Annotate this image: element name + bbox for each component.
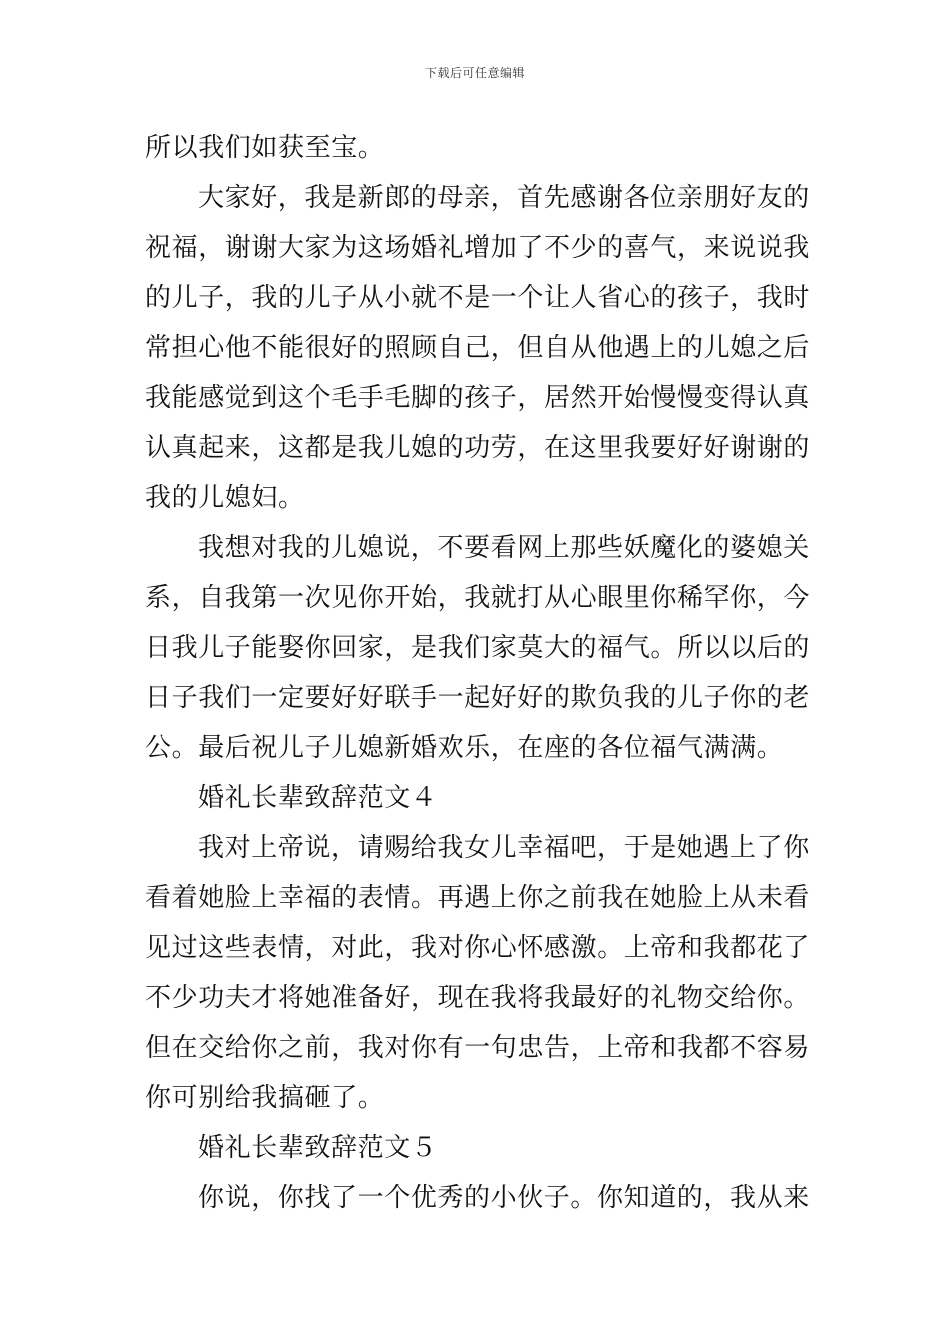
text-line: 所以我们如获至宝。 [145,133,385,163]
text-line: 日我儿子能娶你回家，是我们家莫大的福气。所以以后的 [145,633,811,663]
text-line: 见过这些表情，对此，我对你心怀感激。上帝和我都花了 [145,933,811,963]
text-line: 看着她脸上幸福的表情。再遇上你之前我在她脸上从未看 [145,883,811,913]
text-line: 我的儿媳妇。 [145,483,305,513]
text-line: 我能感觉到这个毛手毛脚的孩子，居然开始慢慢变得认真 [145,383,811,413]
paragraph-start-line: 我对上帝说，请赐给我女儿幸福吧，于是她遇上了你 [198,833,810,863]
text-line: 你可别给我搞砸了。 [145,1083,385,1113]
text-line: 系，自我第一次见你开始，我就打从心眼里你稀罕你，今 [145,583,811,613]
text-line: 日子我们一定要好好联手一起好好的欺负我的儿子你的老 [145,683,811,713]
text-line: 认真起来，这都是我儿媳的功劳，在这里我要好好谢谢的 [145,433,811,463]
section-heading: 婚礼长辈致辞范文４ [198,783,438,813]
paragraph-start-line: 你说，你找了一个优秀的小伙子。你知道的，我从来 [198,1183,810,1213]
text-line: 常担心他不能很好的照顾自己，但自从他遇上的儿媳之后 [145,333,811,363]
text-line: 公。最后祝儿子儿媳新婚欢乐，在座的各位福气满满。 [145,733,784,763]
text-line: 但在交给你之前，我对你有一句忠告，上帝和我都不容易 [145,1033,811,1063]
page-header: 下载后可任意编辑 [424,66,525,80]
paragraph-start-line: 我想对我的儿媳说，不要看网上那些妖魔化的婆媳关 [198,533,810,563]
text-line: 祝福，谢谢大家为这场婚礼增加了不少的喜气，来说说我 [145,233,811,263]
document-body [145,123,811,1223]
text-line: 不少功夫才将她准备好，现在我将我最好的礼物交给你。 [145,983,811,1013]
section-heading: 婚礼长辈致辞范文５ [198,1133,438,1163]
paragraph-start-line: 大家好，我是新郎的母亲，首先感谢各位亲朋好友的 [198,183,810,213]
text-line: 的儿子，我的儿子从小就不是一个让人省心的孩子，我时 [145,283,811,313]
